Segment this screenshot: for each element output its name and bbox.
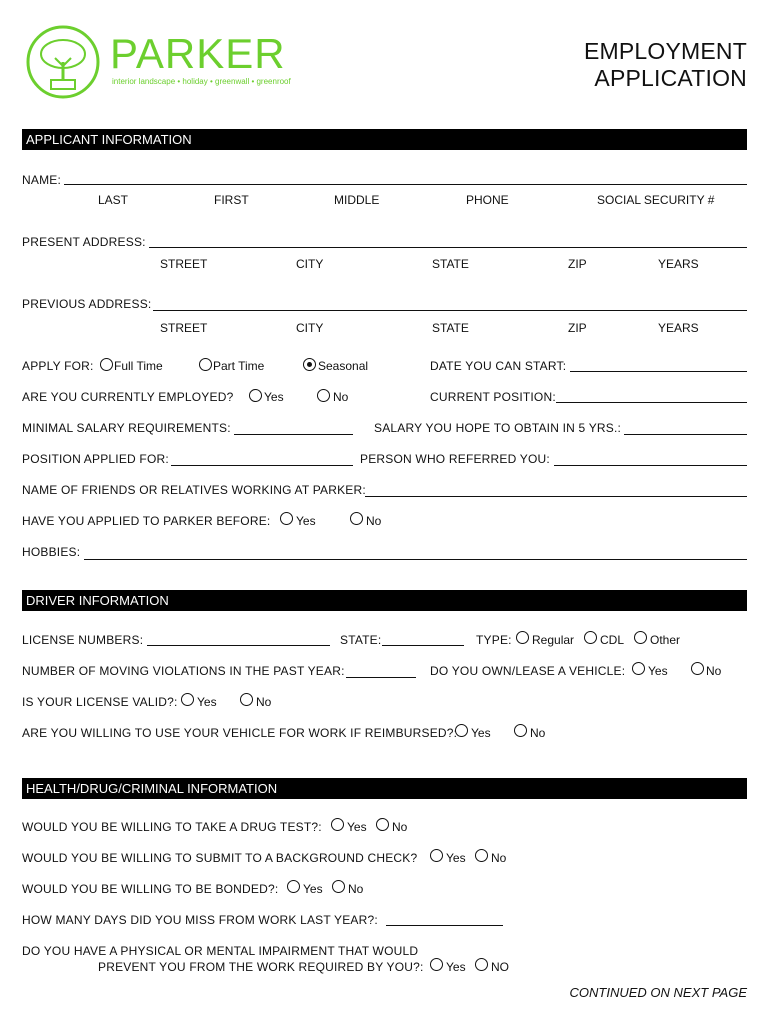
license-numbers-label: LICENSE NUMBERS: xyxy=(22,633,144,647)
radio-full-time[interactable] xyxy=(100,358,113,371)
applied-no-label: No xyxy=(366,514,382,528)
radio-drug-no[interactable] xyxy=(376,818,389,831)
radio-employed-no[interactable] xyxy=(317,389,330,402)
previous-address-label: PREVIOUS ADDRESS: xyxy=(22,297,152,311)
radio-type-other[interactable] xyxy=(634,631,647,644)
position-applied-field[interactable] xyxy=(171,465,353,466)
background-no-label: No xyxy=(491,851,507,865)
valid-no-label: No xyxy=(256,695,272,709)
employed-label: ARE YOU CURRENTLY EMPLOYED? xyxy=(22,390,234,404)
employed-no-label: No xyxy=(333,390,349,404)
sub-ssn: SOCIAL SECURITY # xyxy=(597,193,715,207)
sub-city-prev: CITY xyxy=(296,321,324,335)
date-start-label: DATE YOU CAN START: xyxy=(430,359,567,373)
background-yes-label: Yes xyxy=(446,851,466,865)
tree-icon xyxy=(25,24,103,102)
sub-first: FIRST xyxy=(214,193,249,207)
radio-bonded-no[interactable] xyxy=(332,880,345,893)
license-state-field[interactable] xyxy=(382,645,464,646)
form-title-line1: EMPLOYMENT xyxy=(583,38,747,64)
apply-for-label: APPLY FOR: xyxy=(22,359,94,373)
bonded-no-label: No xyxy=(348,882,364,896)
salary-5yrs-label: SALARY YOU HOPE TO OBTAIN IN 5 YRS.: xyxy=(374,421,622,435)
radio-background-no[interactable] xyxy=(475,849,488,862)
section-applicant-header: APPLICANT INFORMATION xyxy=(22,129,747,150)
radio-vehicle-no[interactable] xyxy=(514,724,527,737)
brand-tagline: interior landscape • holiday • greenwall • greenroof xyxy=(112,77,291,86)
radio-type-cdl[interactable] xyxy=(584,631,597,644)
sub-street-prev: STREET xyxy=(160,321,208,335)
type-other-label: Other xyxy=(650,633,681,647)
radio-vehicle-yes[interactable] xyxy=(455,724,468,737)
referred-label: PERSON WHO REFERRED YOU: xyxy=(360,452,550,466)
sub-state: STATE xyxy=(432,257,469,271)
bonded-label: WOULD YOU BE WILLING TO BE BONDED?: xyxy=(22,882,279,896)
bonded-yes-label: Yes xyxy=(303,882,323,896)
hobbies-field[interactable] xyxy=(84,559,747,560)
sub-state-prev: STATE xyxy=(432,321,469,335)
vehicle-work-label: ARE YOU WILLING TO USE YOUR VEHICLE FOR WORK IF REIMBURSED?: xyxy=(22,726,458,740)
impairment-yes-label: Yes xyxy=(446,960,466,974)
drug-no-label: No xyxy=(392,820,408,834)
days-missed-field[interactable] xyxy=(386,925,503,926)
own-no-label: No xyxy=(706,664,722,678)
hobbies-label: HOBBIES: xyxy=(22,545,81,559)
radio-valid-no[interactable] xyxy=(240,693,253,706)
section-health-header: HEALTH/DRUG/CRIMINAL INFORMATION xyxy=(22,778,747,799)
present-address-field[interactable] xyxy=(149,247,747,248)
impairment-no-label: NO xyxy=(491,960,509,974)
type-cdl-label: CDL xyxy=(600,633,625,647)
impairment-line1: DO YOU HAVE A PHYSICAL OR MENTAL IMPAIRMENT THAT WOULD xyxy=(22,944,419,958)
drug-yes-label: Yes xyxy=(347,820,367,834)
radio-applied-no[interactable] xyxy=(350,512,363,525)
vehicle-no-label: No xyxy=(530,726,546,740)
employed-yes-label: Yes xyxy=(264,390,284,404)
full-time-label: Full Time xyxy=(114,359,163,373)
own-vehicle-label: DO YOU OWN/LEASE A VEHICLE: xyxy=(430,664,626,678)
min-salary-field[interactable] xyxy=(234,434,353,435)
previous-address-field[interactable] xyxy=(153,310,747,311)
friends-label: NAME OF FRIENDS OR RELATIVES WORKING AT PARKER: xyxy=(22,483,366,497)
radio-seasonal[interactable] xyxy=(303,358,316,371)
radio-drug-yes[interactable] xyxy=(331,818,344,831)
name-field[interactable] xyxy=(64,184,747,185)
sub-street: STREET xyxy=(160,257,208,271)
impairment-line2: PREVENT YOU FROM THE WORK REQUIRED BY YOU?: xyxy=(98,960,424,974)
sub-years: YEARS xyxy=(658,257,699,271)
date-start-field[interactable] xyxy=(570,371,747,372)
present-address-label: PRESENT ADDRESS: xyxy=(22,235,146,249)
applied-before-label: HAVE YOU APPLIED TO PARKER BEFORE: xyxy=(22,514,271,528)
form-title-line2: APPLICATION xyxy=(594,65,747,91)
sub-zip-prev: ZIP xyxy=(568,321,587,335)
radio-valid-yes[interactable] xyxy=(181,693,194,706)
radio-applied-yes[interactable] xyxy=(280,512,293,525)
salary-5yrs-field[interactable] xyxy=(624,434,747,435)
drug-test-label: WOULD YOU BE WILLING TO TAKE A DRUG TEST?: xyxy=(22,820,322,834)
referred-field[interactable] xyxy=(554,465,747,466)
sub-phone: PHONE xyxy=(466,193,509,207)
radio-background-yes[interactable] xyxy=(430,849,443,862)
current-position-field[interactable] xyxy=(556,402,747,403)
vehicle-yes-label: Yes xyxy=(471,726,491,740)
radio-own-yes[interactable] xyxy=(632,662,645,675)
own-yes-label: Yes xyxy=(648,664,668,678)
friends-field[interactable] xyxy=(365,496,747,497)
background-label: WOULD YOU BE WILLING TO SUBMIT TO A BACKGROUND CHECK? xyxy=(22,851,418,865)
continued-note: CONTINUED ON NEXT PAGE xyxy=(569,985,747,1000)
sub-city: CITY xyxy=(296,257,324,271)
seasonal-label: Seasonal xyxy=(318,359,369,373)
current-position-label: CURRENT POSITION: xyxy=(430,390,556,404)
radio-employed-yes[interactable] xyxy=(249,389,262,402)
form-title xyxy=(584,38,747,92)
license-valid-label: IS YOUR LICENSE VALID?: xyxy=(22,695,178,709)
violations-field[interactable] xyxy=(346,677,416,678)
section-driver-header: DRIVER INFORMATION xyxy=(22,590,747,611)
sub-last: LAST xyxy=(98,193,129,207)
part-time-label: Part Time xyxy=(213,359,265,373)
valid-yes-label: Yes xyxy=(197,695,217,709)
position-applied-label: POSITION APPLIED FOR: xyxy=(22,452,169,466)
sub-middle: MIDDLE xyxy=(334,193,380,207)
sub-zip: ZIP xyxy=(568,257,587,271)
license-numbers-field[interactable] xyxy=(147,645,330,646)
brand-name: PARKER xyxy=(110,30,286,77)
radio-impairment-yes[interactable] xyxy=(430,958,443,971)
name-label: NAME: xyxy=(22,173,62,187)
radio-bonded-yes[interactable] xyxy=(287,880,300,893)
radio-type-regular[interactable] xyxy=(516,631,529,644)
applied-yes-label: Yes xyxy=(296,514,316,528)
radio-part-time[interactable] xyxy=(199,358,212,371)
radio-own-no[interactable] xyxy=(691,662,704,675)
sub-years-prev: YEARS xyxy=(658,321,699,335)
days-missed-label: HOW MANY DAYS DID YOU MISS FROM WORK LAST YEAR?: xyxy=(22,913,378,927)
violations-label: NUMBER OF MOVING VIOLATIONS IN THE PAST YEAR: xyxy=(22,664,345,678)
license-type-label: TYPE: xyxy=(476,633,512,647)
license-state-label: STATE: xyxy=(340,633,382,647)
min-salary-label: MINIMAL SALARY REQUIREMENTS: xyxy=(22,421,231,435)
radio-impairment-no[interactable] xyxy=(475,958,488,971)
type-regular-label: Regular xyxy=(532,633,575,647)
